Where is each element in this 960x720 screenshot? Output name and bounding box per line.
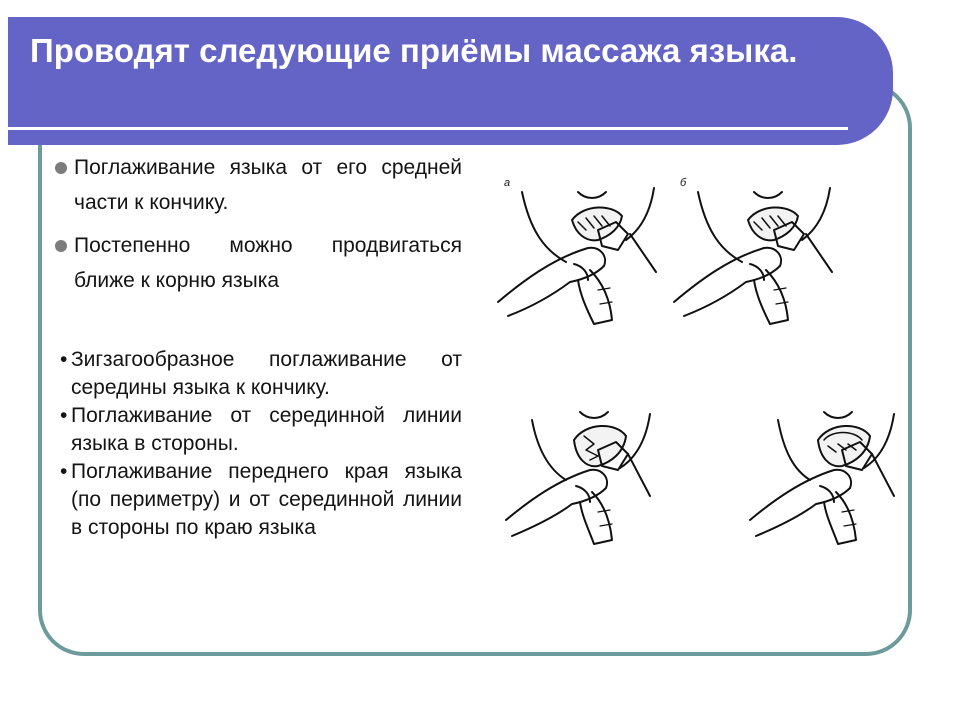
bullet-item [60, 458, 462, 542]
slide-title: Проводят следующие приёмы массажа языка. [30, 32, 798, 69]
bottom-bullet-list [60, 346, 462, 542]
massage-illustration-c [500, 400, 670, 550]
title-underline [8, 127, 848, 130]
bullet-text: Поглаживание от серединной линии языка в стороны. [71, 404, 462, 455]
massage-illustration-d [742, 400, 912, 550]
massage-illustration-b [672, 170, 852, 335]
bullet-mark-icon: • [60, 348, 68, 371]
bullet-item [60, 402, 462, 458]
bullet-text: Поглаживание языка от его средней части к кончику. [74, 156, 462, 214]
bullet-dot-icon [55, 240, 67, 252]
massage-illustration-a [494, 170, 674, 335]
figure-label: а [504, 177, 511, 189]
bullet-text: Зигзагообразное поглаживание от середины языка к кончику. [71, 348, 462, 399]
bullet-mark-icon: • [60, 460, 68, 483]
bullet-item [60, 346, 462, 402]
bullet-text: Поглаживание переднего края языка (по периметру) и от серединной линии в стороны по краю языка [71, 460, 462, 539]
figure-label: б [680, 177, 687, 189]
bullet-text: Постепенно можно продвигаться ближе к корню языка [74, 234, 462, 292]
bullet-item [52, 228, 462, 298]
bullet-dot-icon [55, 162, 67, 174]
top-bullet-list [52, 150, 462, 306]
bullet-mark-icon: • [60, 404, 68, 427]
bullet-item [52, 150, 462, 220]
